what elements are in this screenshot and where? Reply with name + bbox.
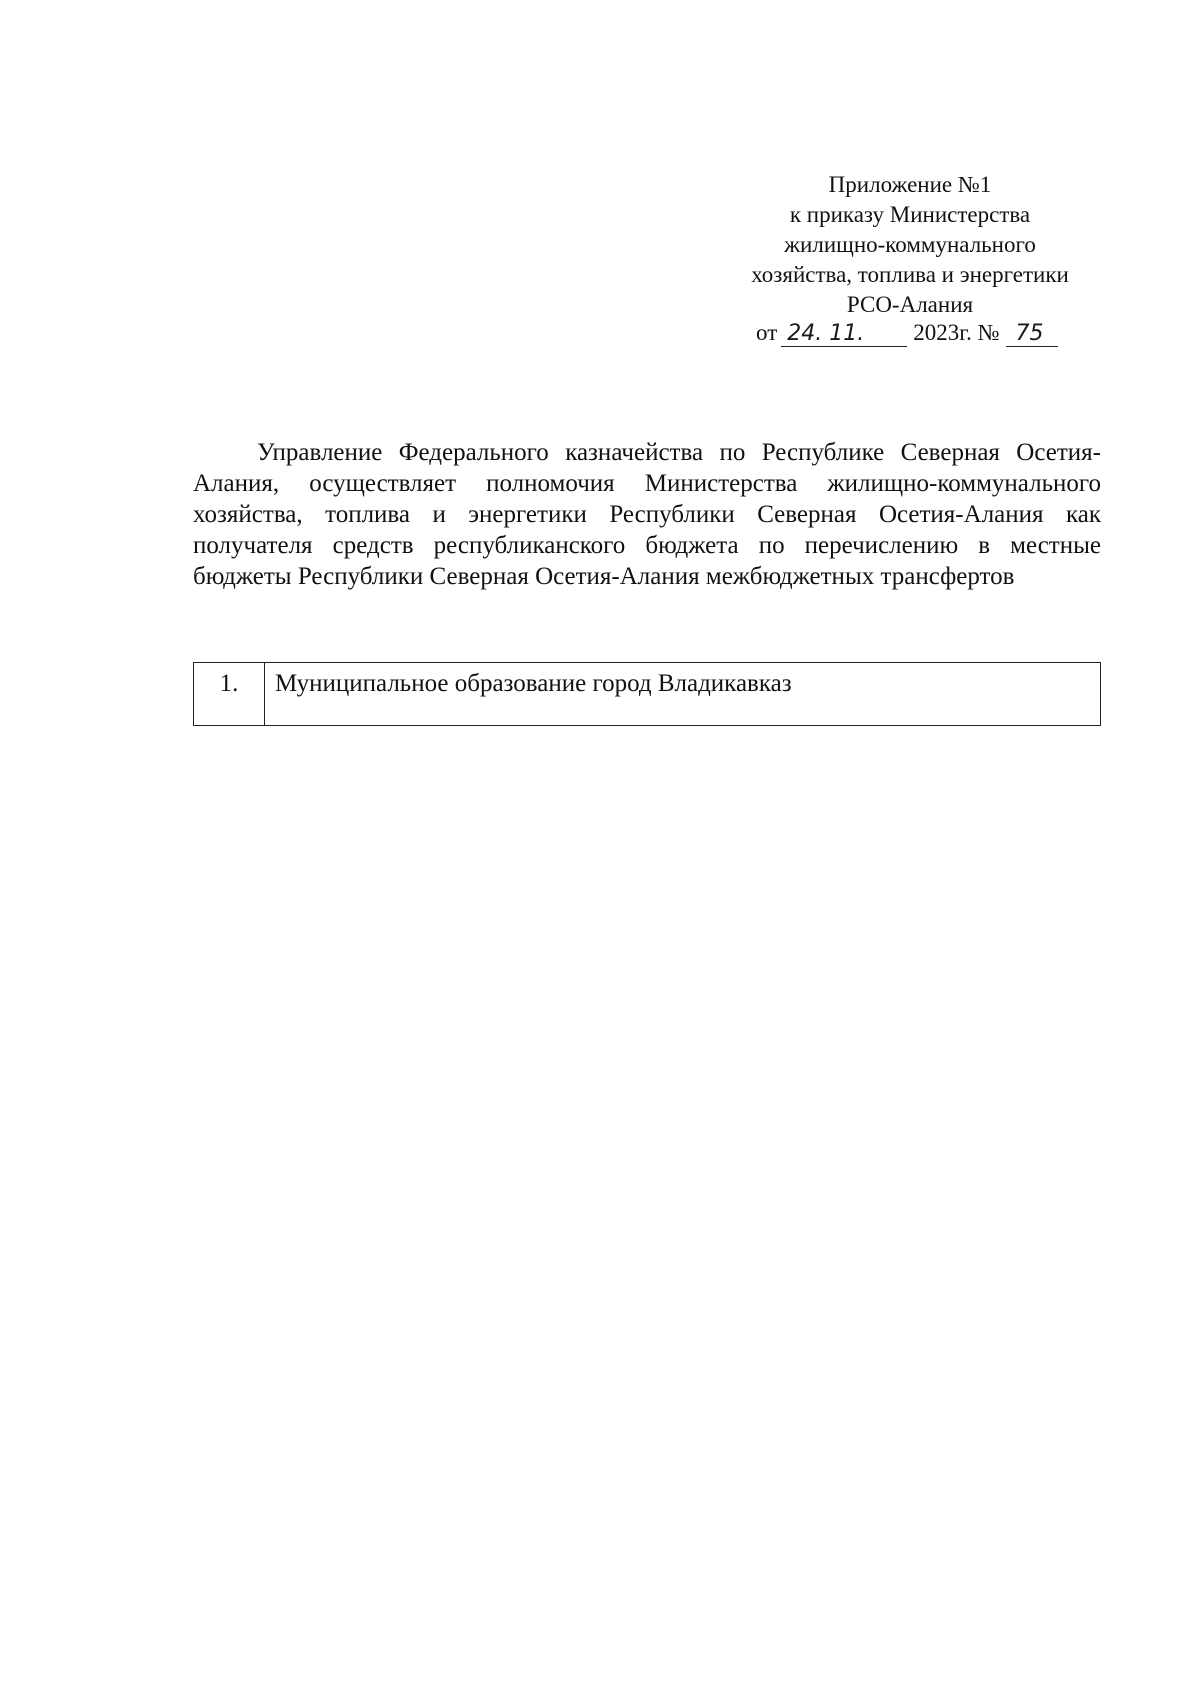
appendix-header <box>720 170 1100 320</box>
appendix-line-3: жилищно-коммунального <box>784 232 1036 257</box>
appendix-line-4: хозяйства, топлива и энергетики <box>751 262 1069 287</box>
handwritten-order-number: 75 <box>1006 322 1058 347</box>
municipality-table <box>193 662 1101 726</box>
appendix-line-2: к приказу Министерства <box>789 202 1031 227</box>
order-prefix: от <box>756 320 778 345</box>
row-name: Муниципальное образование город Владикавказ <box>265 663 1101 726</box>
appendix-line-5: РСО-Алания <box>846 292 974 317</box>
order-date-line <box>756 318 1058 348</box>
appendix-title: Приложение №1 <box>828 172 992 197</box>
order-year: 2023г. № <box>913 320 1000 345</box>
table-row <box>194 663 1101 726</box>
row-number: 1. <box>194 663 265 726</box>
handwritten-date: 24. 11. <box>781 322 907 347</box>
main-paragraph: Управление Федерального казначейства по Республике Северная Осетия-Алания, осуществляет полномочия Министерства жилищно-коммунального хозяйства, топлива и энергетики Республики Северная Осетия-Алания как получателя средств республиканского бюджета по перечислению в местные бюджеты Республики Северная Осетия-Алания межбюджетных трансфертов <box>193 439 1101 590</box>
